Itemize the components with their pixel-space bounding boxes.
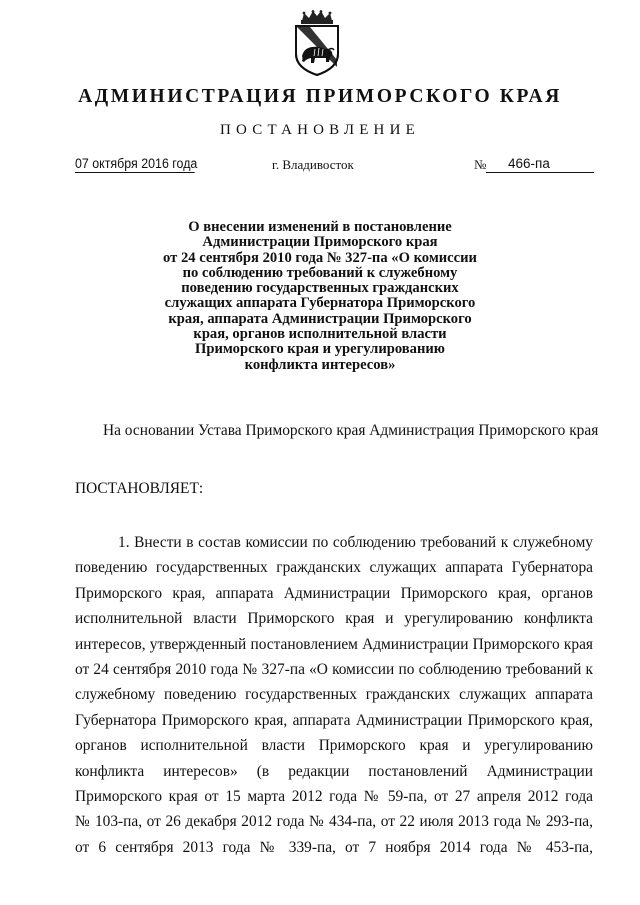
title-line: поведению государственных гражданских <box>181 280 459 297</box>
document-title <box>110 220 530 373</box>
body-line: поведению государственных гражданских служащих аппарата Губернатора <box>75 559 593 577</box>
body-line: 1. Внести в состав комиссии по соблюдению требований к служебному <box>118 534 593 551</box>
body-line: органов исполнительной власти Приморского края и урегулированию <box>75 737 593 755</box>
organization-title: АДМИНИСТРАЦИЯ ПРИМОРСКОГО КРАЯ <box>78 86 562 107</box>
document-number: 466-па <box>486 155 594 173</box>
body-line: № 103-па, от 26 декабря 2012 года № 434-па, от 22 июля 2013 года № 293-па, <box>75 813 593 831</box>
title-line: Приморского края и урегулированию <box>195 341 445 358</box>
body-line: Приморского края, аппарата Администрации Приморского края, органов <box>75 584 593 602</box>
title-line: края, аппарата Администрации Приморского <box>168 310 472 327</box>
document-number-sign: № <box>474 157 487 172</box>
document-type: ПОСТАНОВЛЕНИЕ <box>220 122 420 138</box>
coat-of-arms-icon <box>290 10 344 76</box>
title-line: О внесении изменений в постановление <box>188 219 452 235</box>
body-line: Приморского края от 15 марта 2012 года № 59-па, от 27 апреля 2012 года <box>75 787 593 805</box>
document-date: 07 октября 2016 года <box>75 156 198 171</box>
title-line: Администрации Приморского края <box>202 234 438 251</box>
title-line: края, органов исполнительной власти <box>193 326 447 343</box>
body-line: интересов, утвержденный постановлением Администрации Приморского края <box>75 635 593 653</box>
body-line: Губернатора Приморского края, аппарата Администрации Приморского края, <box>75 711 593 729</box>
title-line: по соблюдению требований к служебному <box>182 264 458 281</box>
body-line: конфликта интересов» (в редакции постановлений Администрации <box>75 762 593 780</box>
body-line: служебному поведению государственных гражданских служащих аппарата <box>75 686 593 704</box>
body-line: от 24 сентября 2010 года № 327-па «О комиссии по соблюдению требований к <box>75 660 593 678</box>
title-line: конфликта интересов» <box>244 356 396 373</box>
document-city: г. Владивосток <box>272 157 354 172</box>
title-line: служащих аппарата Губернатора Приморского <box>164 295 476 312</box>
decree-body <box>75 530 593 860</box>
decree-heading: ПОСТАНОВЛЯЕТ: <box>75 480 204 497</box>
title-line: от 24 сентября 2010 года № 327-па «О комиссии <box>163 249 477 266</box>
body-line: от 6 сентября 2013 года № 339-па, от 7 ноября 2014 года № 453-па, <box>75 838 593 856</box>
legal-basis-paragraph: На основании Устава Приморского края Администрация Приморского края <box>103 422 599 439</box>
body-line: исполнительной власти Приморского края и урегулированию конфликта <box>75 610 593 628</box>
